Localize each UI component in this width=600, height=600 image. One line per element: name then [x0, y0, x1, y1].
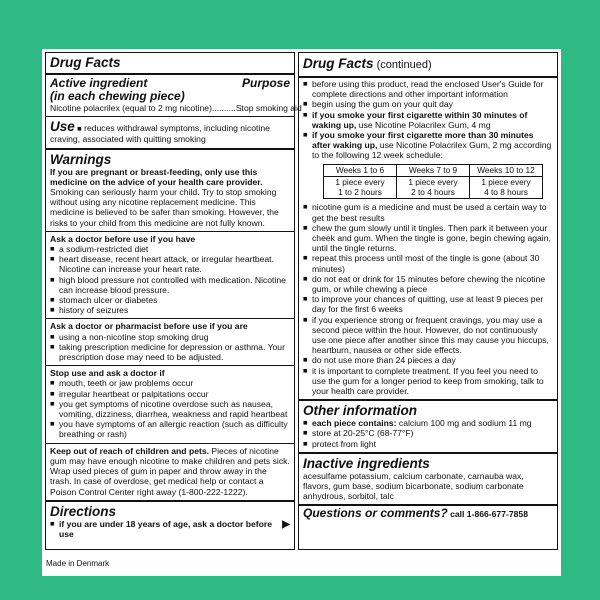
schedule-cell: 1 piece every 1 to 2 hours	[324, 177, 397, 199]
questions-heading: Questions or comments?	[303, 506, 448, 521]
list-item: ■ it is important to complete treatment. If you feel you need to use the gum for a longer period to keep from smoking, talk to your health care provider.	[303, 366, 553, 397]
list-item: ■ nicotine gum is a medicine and must be used a certain way to get the best results	[303, 202, 553, 222]
list-item: ■ repeat this process until most of the tingle is gone (about 30 minutes)	[303, 253, 553, 273]
list-item: ■ history of seizures	[50, 305, 290, 315]
directions-section	[46, 502, 294, 542]
other-information-section	[299, 401, 557, 454]
list-item: ■ stomach ulcer or diabetes	[50, 295, 290, 305]
phone-number: call 1-866-677-7858	[447, 509, 528, 520]
drug-facts-left-panel	[45, 52, 302, 550]
list-item: ■ irregular heartbeat or palpitations occur	[50, 389, 290, 399]
schedule-cell: 1 piece every 4 to 8 hours	[470, 177, 543, 199]
drug-facts-label	[42, 49, 561, 576]
ask-doctor-heading: Ask a doctor before use if you have	[50, 233, 196, 244]
list-item: ■ chew the gum slowly until it tingles. Then park it between your cheek and gum. When the tingle is gone, begin chewing again, until the tingle returns.	[303, 223, 553, 254]
directions-text-row: ■ if you are under 18 years of age, ask a doctor before use ▶	[50, 519, 290, 539]
drug-facts-continued-title: Drug Facts	[303, 56, 374, 71]
list-item: ■ do not use more than 24 pieces a day	[303, 355, 553, 365]
made-in-note: Made in Denmark	[46, 559, 110, 568]
list-item: ■ protect from light	[303, 439, 553, 449]
drug-facts-right-panel	[298, 52, 558, 550]
list-item: ■ high blood pressure not controlled with medication. Nicotine can increase blood pressure.	[50, 275, 290, 295]
schedule-cell: 1 piece every 2 to 4 hours	[397, 177, 470, 199]
keep-out-text: Keep out of reach of children and pets. Pieces of nicotine gum may have enough nicotine to make children and pets sick. Wrap used pieces of gum in paper and throw away in the trash. In case of overdose, get medical help or contact a Poison Control Center right away (1-800-222-1222).	[50, 445, 290, 497]
schedule-header: Weeks 10 to 12	[470, 164, 543, 177]
purpose-heading: Purpose	[241, 76, 290, 90]
use-section: Use ■ reduces withdrawal symptoms, including nicotine craving, associated with quitting smoking	[46, 117, 294, 149]
list-item: ■ taking prescription medicine for depression or asthma. Your prescription dose may need to be adjusted.	[50, 342, 290, 362]
inactive-ingredients-text: acesulfame potassium, calcium carbonate, carnauba wax, flavors, gum base, sodium bicarbonate, sodium carbonate anhydrous, sorbitol, talc	[303, 470, 524, 502]
list-item: ■ to improve your chances of quitting, use at least 9 pieces per day for the first 6 weeks	[303, 294, 553, 314]
other-information-heading: Other information	[303, 403, 417, 419]
schedule-header: Weeks 7 to 9	[397, 164, 470, 177]
ingredient-line: Nicotine polacrilex (equal to 2 mg nicotine)..........Stop smoking aid	[50, 103, 302, 113]
use-text: reduces withdrawal symptoms, including nicotine craving, associated with quitting smoking	[50, 123, 270, 145]
stop-use-heading: Stop use and ask a doctor if	[50, 368, 165, 379]
list-item: ■ if you experience strong or frequent cravings, you may use a second piece within the hour. However, do not continuously use one piece after another since this may cause you hiccups, heartburn, nausea or other side effects.	[303, 315, 553, 356]
list-item: ■ store at 20-25°C (68-77°F)	[303, 428, 553, 438]
ask-doctor-section	[46, 232, 294, 320]
schedule-header: Weeks 1 to 6	[324, 164, 397, 177]
per-piece-heading: (in each chewing piece)	[50, 89, 185, 103]
list-item: ■ heart disease, recent heart attack, or irregular heartbeat. Nicotine can increase your heart rate.	[50, 254, 290, 274]
right-title-section: Drug Facts (continued)	[299, 53, 557, 78]
active-ingredient-section	[46, 53, 294, 75]
inactive-ingredients-heading: Inactive ingredients	[303, 455, 430, 471]
warnings-heading: Warnings	[50, 151, 112, 167]
continue-arrow-icon: ▶	[282, 518, 290, 530]
warnings-section	[46, 150, 294, 232]
ingredient-section	[46, 75, 302, 117]
list-item: ■ a sodium-restricted diet	[50, 244, 290, 254]
list-item: ■ begin using the gum on your quit day	[303, 99, 553, 109]
list-item: ■ do not eat or drink for 15 minutes before chewing the nicotine gum, or while chewing a piece	[303, 274, 553, 294]
stop-use-section	[46, 366, 294, 443]
list-item: ■ you get symptoms of nicotine overdose such as nausea, vomiting, dizziness, diarrhea, weakness and rapid heartbeat	[50, 399, 290, 419]
dosage-schedule-table	[323, 164, 543, 200]
list-item: ■ each piece contains: calcium 100 mg and sodium 11 mg	[303, 418, 553, 428]
list-item: ■ if you smoke your first cigarette more than 30 minutes after waking up, use Nicotine Polacrilex Gum, 2 mg according to the following 12 week schedule:	[303, 130, 553, 161]
inactive-ingredients-section	[299, 454, 557, 507]
directions-heading: Directions	[50, 503, 117, 519]
directions-continued-section	[299, 78, 557, 401]
list-item: ■ before using this product, read the enclosed User's Guide for complete directions and other important information	[303, 79, 553, 99]
keep-out-section	[46, 444, 294, 502]
list-item: ■ mouth, teeth or jaw problems occur	[50, 378, 290, 388]
list-item: ■ using a non-nicotine stop smoking drug	[50, 332, 290, 342]
ask-pharmacist-section	[46, 319, 294, 366]
active-ingredient-heading: Active ingredient	[50, 76, 148, 90]
ask-pharmacist-heading: Ask a doctor or pharmacist before use if you are	[50, 321, 248, 332]
list-item: ■ if you smoke your first cigarette within 30 minutes of waking up, use Nicotine Polacrilex Gum, 4 mg	[303, 110, 553, 130]
use-heading: Use	[50, 119, 75, 135]
pregnancy-warning: If you are pregnant or breast-feeding, only use this medicine on the advice of your health care provider. Smoking can seriously harm your child. Try to stop smoking without using any nicotine replacement medicine. This medicine is believed to be safer than smoking. However, the risks to your child from this medicine are not fully known.	[50, 166, 279, 228]
questions-section	[299, 506, 557, 522]
drug-facts-title: Drug Facts	[50, 55, 121, 70]
list-item: ■ you have symptoms of an allergic reaction (such as difficulty breathing or rash)	[50, 419, 290, 439]
